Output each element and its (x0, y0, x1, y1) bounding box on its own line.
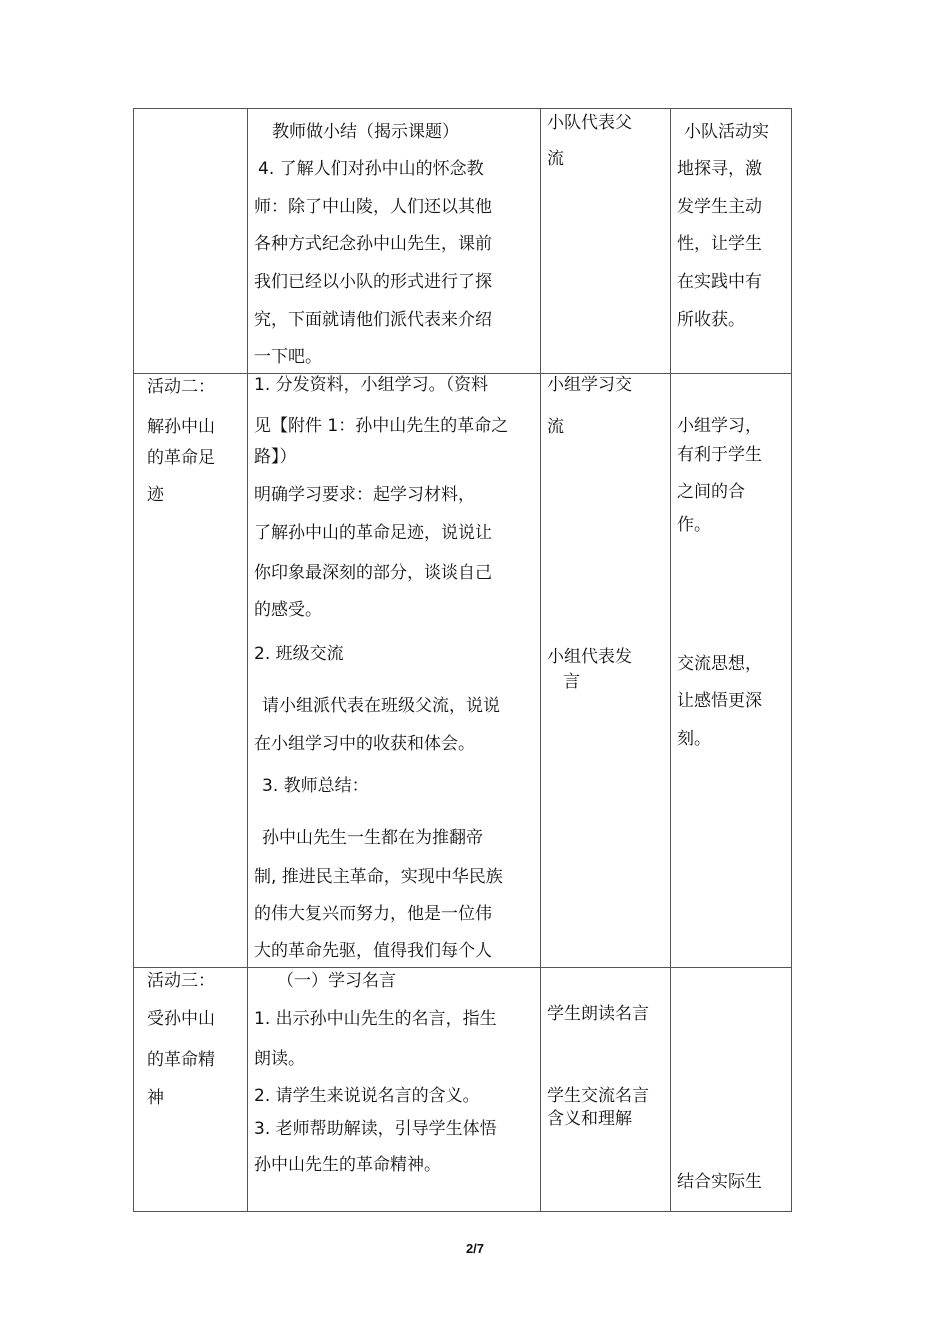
text-line: 的感受。 (254, 600, 322, 620)
text-line: （一）学习名言 (277, 971, 396, 991)
text-line: 明确学习要求：起学习材料， (254, 485, 475, 505)
text-line: 孙中山先生的革命精神。 (254, 1155, 441, 1175)
text-line: 性，让学生 (677, 234, 762, 254)
text-line: 小队代表父 (547, 113, 632, 133)
text-line: 含义和理解 (547, 1109, 632, 1129)
text-line: 受孙中山 (147, 1009, 215, 1029)
text-line: 3. 教师总结： (262, 776, 369, 796)
text-line: 教师做小结（揭示课题） (272, 122, 459, 142)
text-line: 师：除了中山陵，人们还以其他 (254, 197, 492, 217)
column-divider (247, 109, 248, 1212)
text-line: 流 (547, 417, 564, 437)
text-line: 小队活动实 (684, 122, 769, 142)
page-number: 2/7 (465, 1241, 485, 1256)
text-line: 的革命足 (147, 448, 215, 468)
text-line: 所收获。 (677, 310, 745, 330)
text-line: 活动三： (147, 971, 215, 991)
column-divider (540, 109, 541, 1212)
text-line: 刻。 (677, 729, 711, 749)
table-border (134, 1211, 792, 1212)
text-line: 4. 了解人们对孙中山的怀念教 (258, 159, 484, 179)
row-divider (134, 967, 792, 968)
text-line: 朗读。 (254, 1049, 305, 1069)
text-line: 见【附件 1：孙中山先生的革命之 (254, 416, 509, 436)
text-line: 制, 推进民主革命，实现中华民族 (254, 867, 503, 887)
text-line: 神 (147, 1088, 164, 1108)
text-line: 之间的合 (677, 482, 745, 502)
text-line: 究，下面就请他们派代表来介绍 (254, 310, 492, 330)
text-line: 在实践中有 (677, 272, 762, 292)
text-line: 地探寻，激 (677, 159, 762, 179)
text-line: 小组学习， (677, 416, 762, 436)
text-line: 3. 老师帮助解读，引导学生体悟 (254, 1119, 497, 1139)
text-line: 发学生主动 (677, 197, 762, 217)
text-line: 让感悟更深 (677, 691, 762, 711)
text-line: 各种方式纪念孙中山先生，课前 (254, 234, 492, 254)
column-divider (670, 109, 671, 1212)
text-line: 一下吧。 (254, 347, 322, 367)
text-line: 1. 出示孙中山先生的名言，指生 (254, 1009, 497, 1029)
table-border (791, 109, 792, 1212)
text-line: 的伟大复兴而努力，他是一位伟 (254, 904, 492, 924)
text-line: 活动二： (147, 377, 215, 397)
text-line: 结合实际生 (677, 1172, 762, 1192)
text-line: 解孙中山 (147, 417, 215, 437)
text-line: 小组学习交 (547, 375, 632, 395)
text-line: 在小组学习中的收获和体会。 (254, 734, 475, 754)
text-line: 的革命精 (147, 1050, 215, 1070)
text-line: 你印象最深刻的部分，谈谈自己 (254, 563, 492, 583)
text-line: 学生交流名言 (547, 1086, 649, 1106)
text-line: 1. 分发资料，小组学习。（资料 (254, 375, 489, 395)
text-line: 孙中山先生一生都在为推翻帝 (262, 828, 483, 848)
text-line: 我们已经以小队的形式进行了探 (254, 272, 492, 292)
text-line: 路】） (254, 447, 297, 467)
text-line: 小组代表发 (547, 647, 632, 667)
text-line: 请小组派代表在班级父流，说说 (262, 696, 500, 716)
text-line: 学生朗读名言 (547, 1004, 649, 1024)
text-line: 有利于学生 (677, 445, 762, 465)
text-line: 2. 请学生来说说名言的含义。 (254, 1086, 480, 1106)
text-line: 迹 (147, 485, 164, 505)
text-line: 作。 (677, 515, 711, 535)
text-line: 言 (563, 672, 580, 692)
text-line: 2. 班级交流 (254, 644, 344, 664)
text-line: 大的革命先驱，值得我们每个人 (254, 941, 492, 961)
text-line: 交流思想， (677, 654, 762, 674)
text-line: 流 (547, 149, 564, 169)
text-line: 了解孙中山的革命足迹，说说让 (254, 523, 492, 543)
